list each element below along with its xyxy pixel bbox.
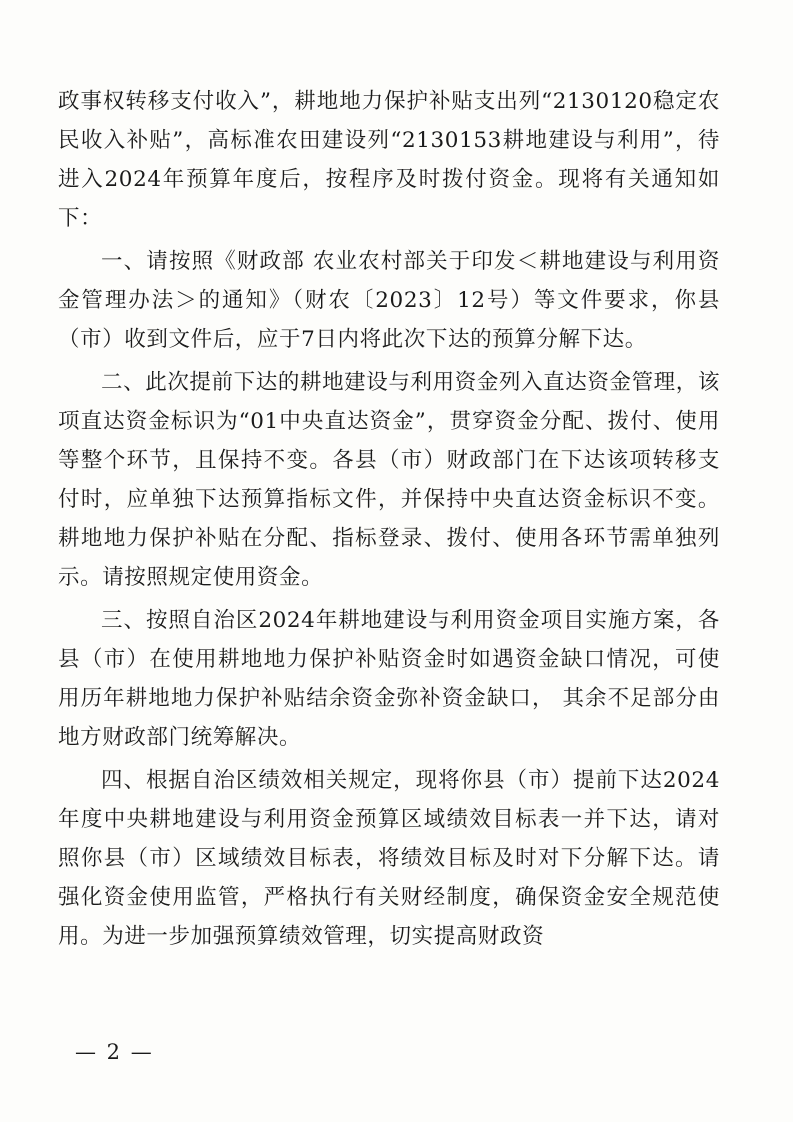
paragraph-item-3: 三、按照自治区2024年耕地建设与利用资金项目实施方案，各县（市）在使用耕地地力保护补贴资金时如遇资金缺口情况，可使用历年耕地地力保护补贴结余资金弥补资金缺口， 其余不足部分由地方财政部门统筹解决。 — [58, 608, 720, 750]
document-body — [58, 82, 720, 956]
paragraph-item-2: 二、此次提前下达的耕地建设与利用资金列入直达资金管理，该项直达资金标识为“01中央直达资金”，贯穿资金分配、拨付、使用等整个环节，且保持不变。各县（市）财政部门在下达该项转移支付时，应单独下达预算指标文件，并保持中央直达资金标识不变。耕地地力保护补贴在分配、指标登录、拨付、使用各环节需单独列示。请按照规定使用资金。 — [58, 370, 720, 590]
page-number: — 2 — — [75, 1040, 154, 1064]
paragraph-continuation: 政事权转移支付收入”，耕地地力保护补贴支出列“2130120稳定农民收入补贴”，高标准农田建设列“2130153耕地建设与利用”，待进入2024年预算年度后，按程序及时拨付资金。现将有关通知如下： — [58, 89, 720, 231]
paragraph-item-4: 四、根据自治区绩效相关规定，现将你县（市）提前下达2024年度中央耕地建设与利用资金预算区域绩效目标表一并下达，请对照你县（市）区域绩效目标表，将绩效目标及时对下分解下达。请强化资金使用监管，严格执行有关财经制度，确保资金安全规范使用。为进一步加强预算绩效管理，切实提高财政资 — [58, 768, 720, 949]
paragraph-item-1: 一、请按照《财政部 农业农村部关于印发＜耕地建设与利用资金管理办法＞的通知》（财农〔2023〕12号）等文件要求，你县（市）收到文件后，应于7日内将此次下达的预算分解下达。 — [58, 249, 720, 352]
